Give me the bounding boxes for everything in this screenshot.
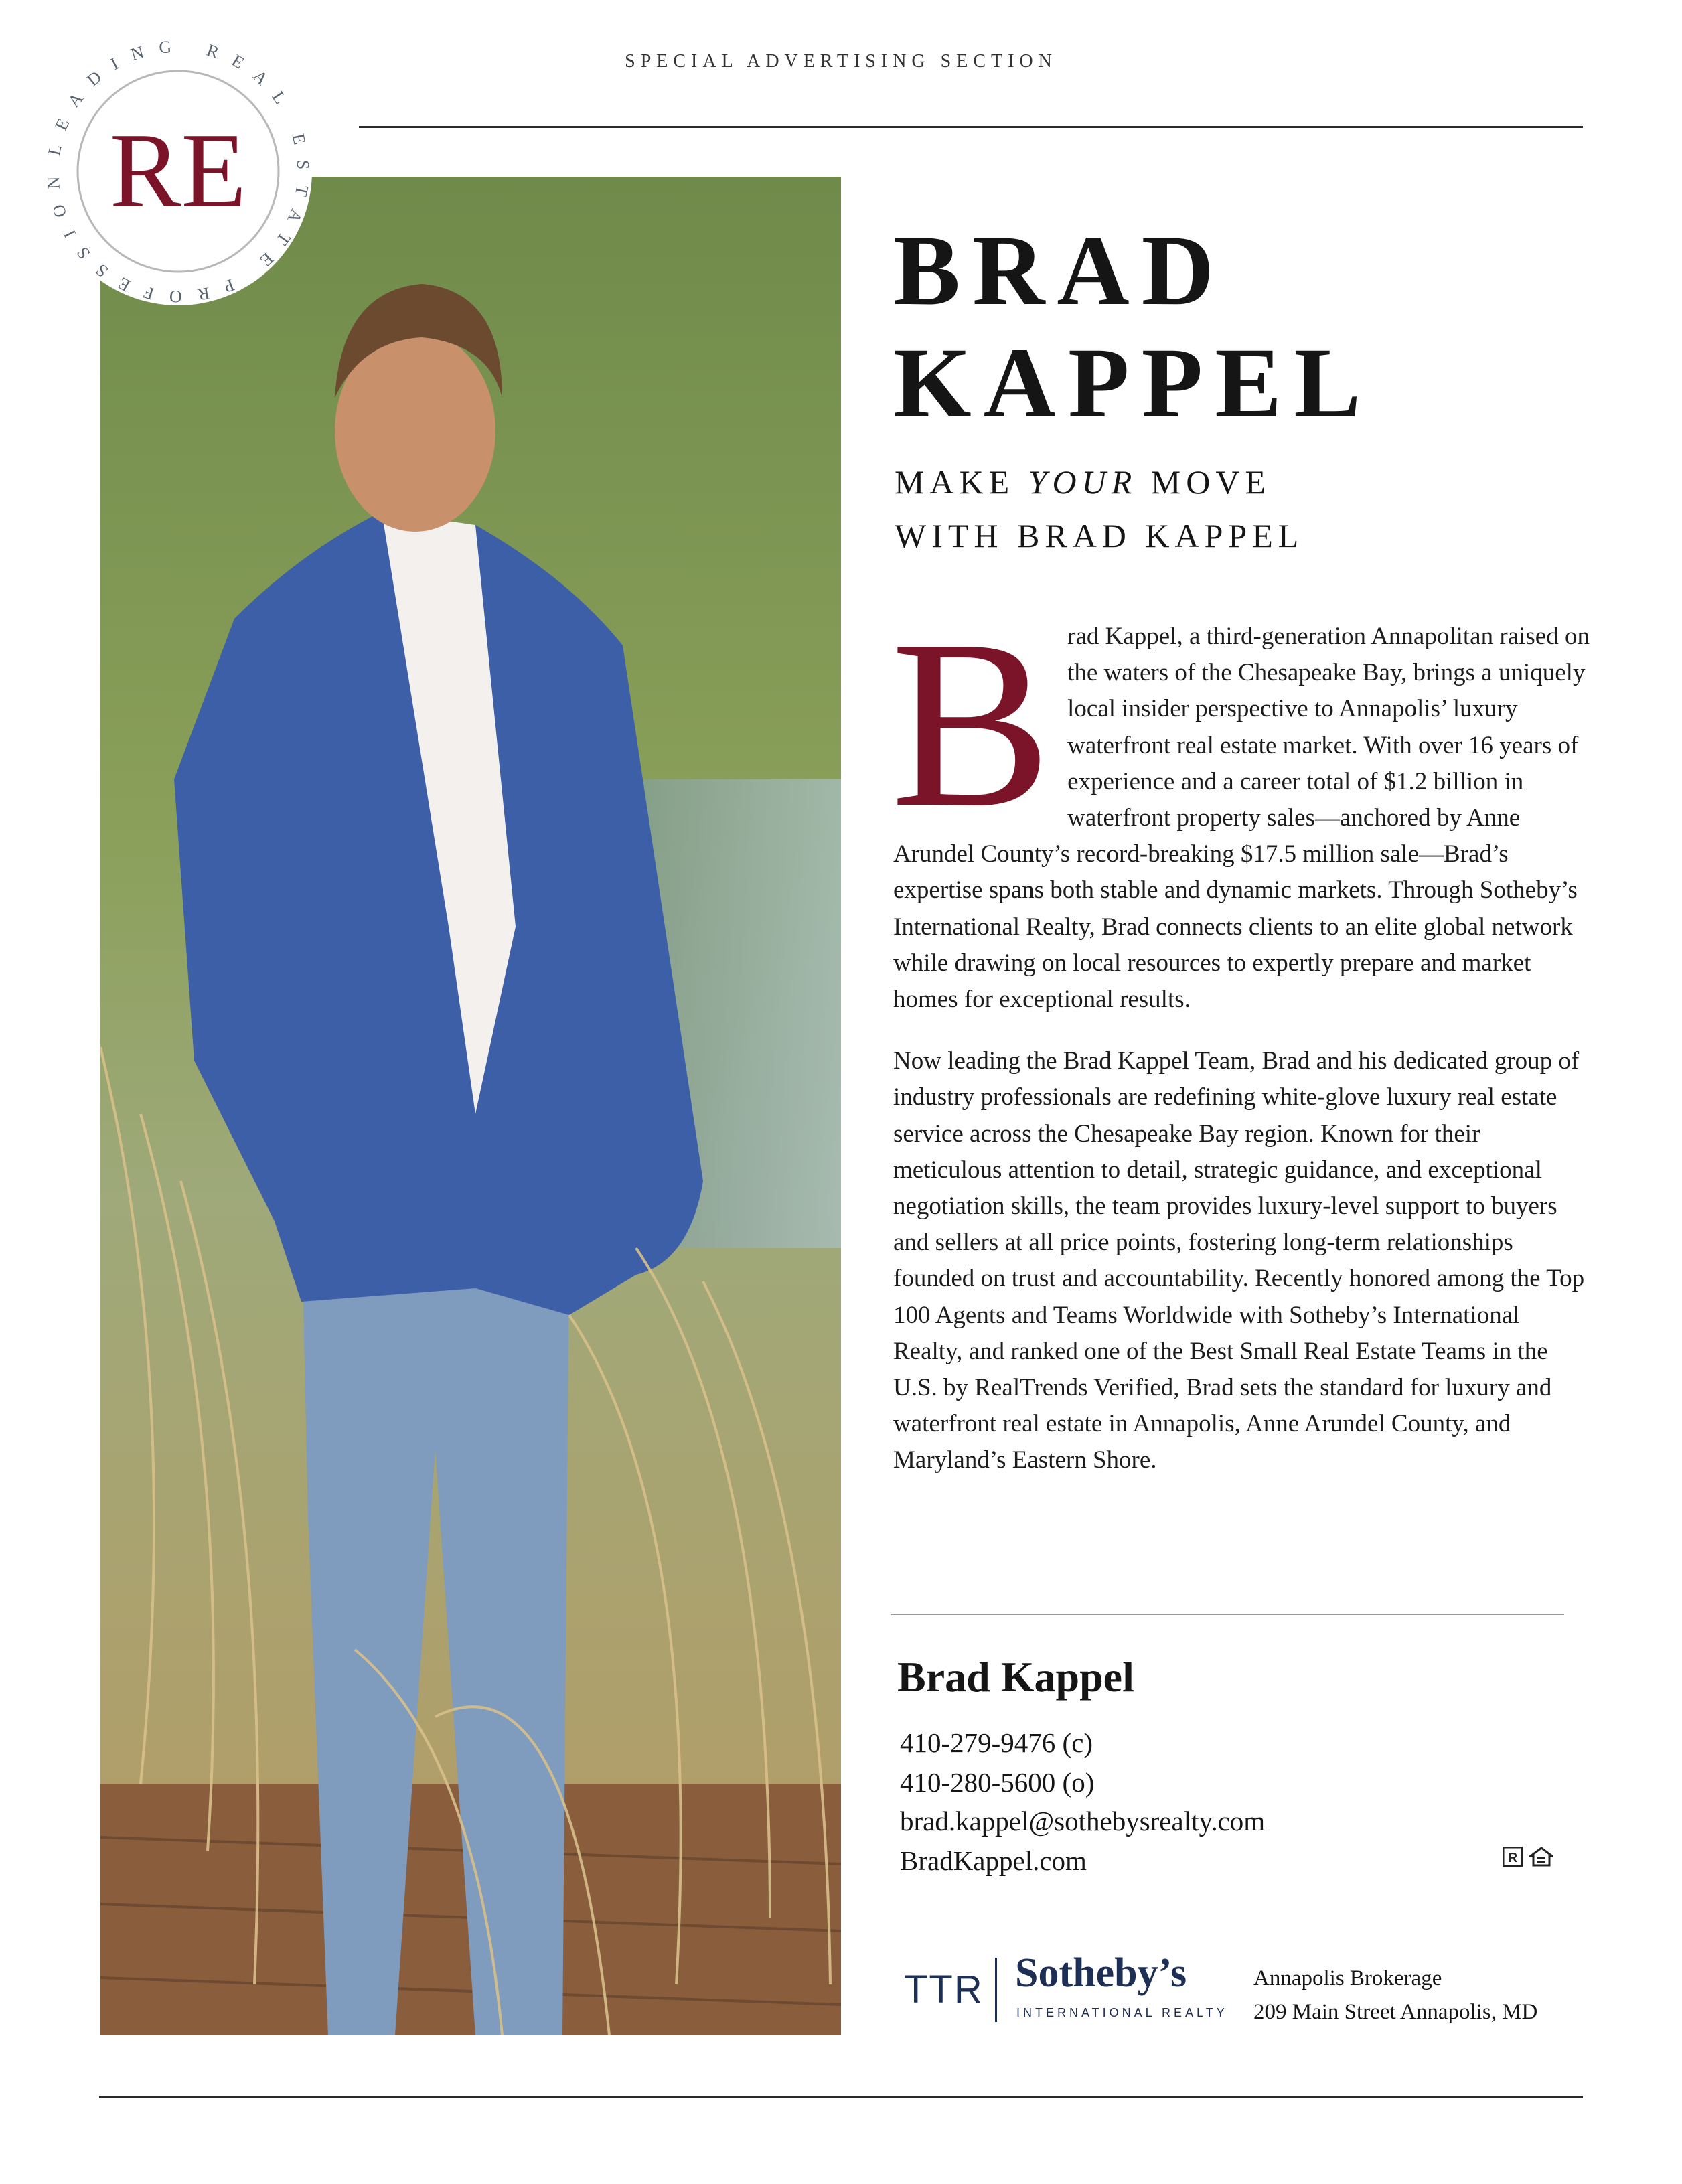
article-body	[891, 590, 1590, 1504]
agent-name-heading	[893, 214, 1373, 439]
tagline-part-b: MOVE	[1137, 463, 1272, 501]
tagline	[895, 455, 1304, 562]
phone-cell[interactable]: 410-279-9476 (c)	[900, 1727, 1093, 1758]
realtor-icon	[1503, 1847, 1523, 1867]
svg-text:R: R	[1507, 1851, 1518, 1865]
paragraph-1	[891, 590, 1590, 1018]
drop-cap: B	[891, 590, 1052, 857]
section-label: SPECIAL ADVERTISING SECTION	[625, 51, 1057, 72]
last-name: KAPPEL	[893, 327, 1373, 439]
email-link[interactable]: brad.kappel@sothebysrealty.com	[900, 1806, 1266, 1837]
logo-divider	[995, 1958, 997, 2022]
brokerage-name: Annapolis Brokerage	[1253, 1966, 1442, 1991]
re-monogram: RE	[109, 110, 247, 230]
brokerage-street: 209 Main Street Annapolis, MD	[1253, 2000, 1538, 2024]
sothebys-subtitle: INTERNATIONAL REALTY	[1016, 2006, 1228, 2019]
website-link[interactable]: BradKappel.com	[900, 1845, 1087, 1876]
footer-rule	[99, 2096, 1583, 2098]
equal-housing-icon	[1529, 1847, 1553, 1867]
re-badge-logo	[37, 31, 319, 312]
compliance-icons	[1503, 1847, 1553, 1867]
svg-text:LEADING REAL ESTATE PROFESSION: LEADING REAL ESTATE PROFESSION	[43, 36, 313, 307]
tagline-part-a: MAKE	[895, 463, 1028, 501]
tagline-emphasis: YOUR	[1028, 463, 1138, 501]
sothebys-logo: Sotheby’s	[1015, 1950, 1187, 1996]
paragraph-1-text: rad Kappel, a third-generation Annapolitan raised on the waters of the Chesapeake Bay, brings a uniquely local insider perspective to Annapolis’ luxury waterfront real estate market. With over 16 years of experience and a career total of $1.2 billion in waterfront property sales—anchored by Anne Arundel County’s record-breaking $17.5 million sale—Brad’s expertise spans both stable and dynamic markets. Through Sotheby’s International Realty, Brad connects clients to an elite global network while drawing on local resources to expertly prepare and market homes for exceptional results.	[893, 623, 1590, 1014]
agent-photo	[100, 177, 841, 2035]
phone-office[interactable]: 410-280-5600 (o)	[900, 1766, 1095, 1798]
contact-name: Brad Kappel	[897, 1653, 1134, 1701]
header-rule	[359, 126, 1583, 128]
first-name: BRAD	[893, 215, 1227, 326]
tagline-line2: WITH BRAD KAPPEL	[895, 517, 1304, 554]
ttr-logo: TTR	[904, 1968, 984, 2011]
paragraph-2: Now leading the Brad Kappel Team, Brad and his dedicated group of industry professionals are redefining white-glove luxury real estate service across the Chesapeake Bay region. Known for their meticulous attention to detail, strategic guidance, and exceptional negotiation skills, the team provides luxury-level support to buyers and sellers at all price points, fostering long-term relationships founded on trust and accountability. Recently honored among the Top 100 Agents and Teams Worldwide with Sotheby’s International Realty, and ranked one of the Best Small Real Estate Teams in the U.S. by RealTrends Verified, Brad sets the standard for luxury and waterfront real estate in Annapolis, Anne Arundel County, and Maryland’s Eastern Shore.	[893, 1047, 1585, 1474]
brokerage-address	[1253, 1962, 1537, 2029]
contact-details	[900, 1723, 1265, 1880]
contact-divider	[891, 1614, 1564, 1615]
